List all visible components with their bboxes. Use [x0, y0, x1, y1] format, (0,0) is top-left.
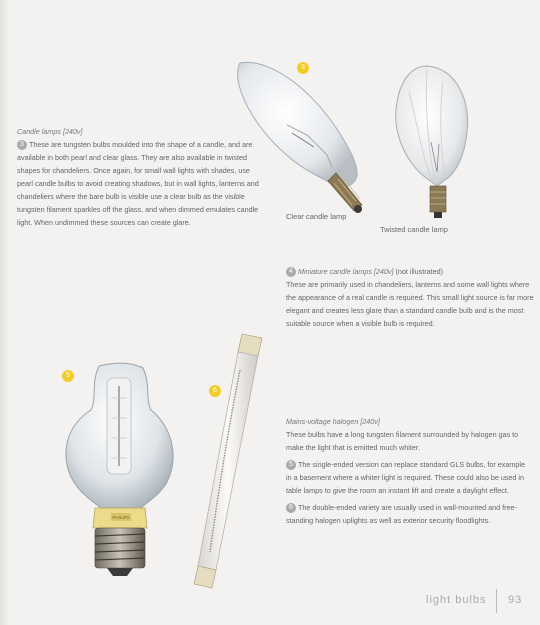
double-ended-paragraph: The double-ended variety are usually used in wall-mounted and free-standing halogen uplights as well as exterior security floodlights.: [286, 503, 517, 525]
single-ended-halogen-bulb-image: [55, 358, 185, 580]
mains-voltage-halogen-text: [286, 415, 526, 527]
mains-voltage-halogen-heading: Mains-voltage halogen [240v]: [286, 417, 380, 426]
section-number-3: 3: [17, 140, 27, 150]
caption-twisted-candle-lamp: Twisted candle lamp: [380, 225, 448, 234]
footer-divider: [496, 589, 497, 613]
miniature-candle-lamps-body: These are primarily used in chandeliers, lanterns and some wall lights where the appearance of a real candle is required. This small light source is far more elegant and creates less glare than a standard candle bulb and is the most suitable source when a visible bulb is required.: [286, 280, 534, 328]
page-gutter-shade: [0, 0, 10, 625]
candle-lamps-heading: Candle lamps [240v]: [17, 127, 83, 136]
page-number: 93: [508, 594, 523, 606]
candle-lamps-body: These are tungsten bulbs moulded into the shape of a candle, and are available in both pearl and clear glass. They are also available in twisted shapes for chandeliers. Once again, for small wall lights with shades, use pearl candle bulbs to avoid creating shadows, but in wall lights, lanterns and chandeliers where the bare bulb is visible use a clear bulb as the visible tungsten filament sparkles off the glass, and when dimmed emulates candle light. When undimmed these sources can create glare.: [17, 140, 259, 227]
footer-section-title: light bulbs: [426, 594, 487, 606]
image-badge-6: 6: [209, 385, 221, 397]
candle-lamps-text: [17, 125, 265, 229]
section-number-4: 4: [286, 267, 296, 277]
section-number-6: 6: [286, 503, 296, 513]
bulb-brand-stamp: PHILIPS: [112, 515, 130, 520]
image-badge-5: 5: [62, 370, 74, 382]
image-badge-3: 3: [297, 62, 309, 74]
miniature-candle-lamps-text: [286, 265, 534, 330]
not-illustrated-note: (not illustrated): [395, 267, 444, 276]
caption-clear-candle-lamp: Clear candle lamp: [286, 212, 347, 221]
double-ended-halogen-tube-image: [180, 330, 280, 592]
twisted-candle-lamp-image: [387, 62, 477, 222]
section-number-5: 5: [286, 460, 296, 470]
halogen-intro: These bulbs have a long tungsten filament surrounded by halogen gas to make the light that is emitted much whiter.: [286, 430, 519, 452]
clear-candle-lamp-image: [232, 55, 377, 215]
miniature-candle-lamps-heading: Miniature candle lamps [240v]: [298, 267, 394, 276]
single-ended-paragraph: The single-ended version can replace standard GLS bulbs, for example in a basement where a whiter light is required. These could also be used in table lamps to give the room an instant lift and create a daylight effect.: [286, 460, 525, 495]
